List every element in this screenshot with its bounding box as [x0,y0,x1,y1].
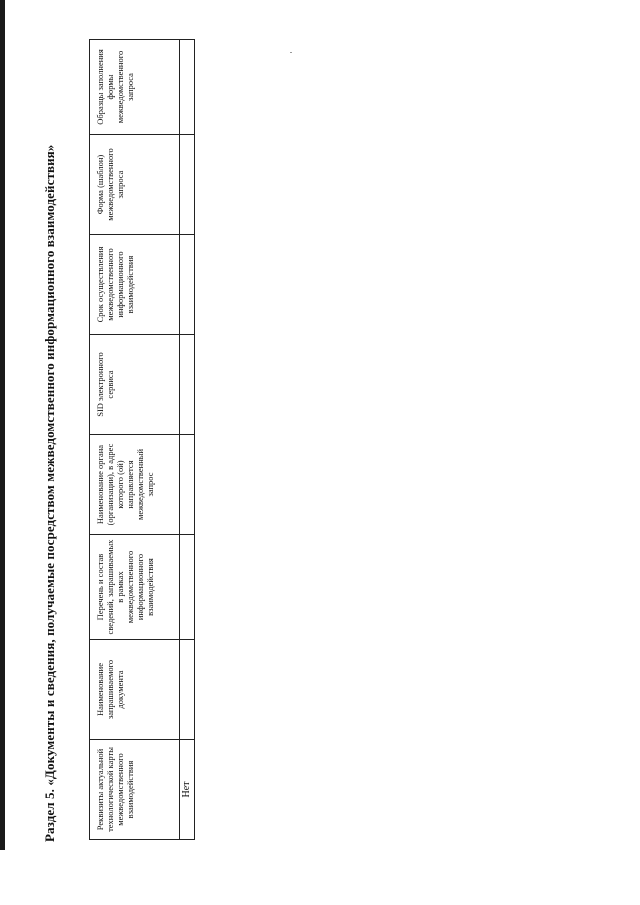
scan-speck [290,52,292,53]
table-header-row [90,40,180,840]
table-cell [180,640,195,740]
section-title: Раздел 5. «Документы и сведения, получаемые посредством межведомственного информационного взаимодействия» [42,144,57,842]
header-organization-name: Наименование органа (организации), в адрес которого (ой) направляется межведомственный запрос [90,435,180,535]
table-cell [180,535,195,640]
table-cell [180,435,195,535]
header-form-samples: Образцы заполнения формы межведомственного запроса [90,40,180,135]
table-cell [180,335,195,435]
header-info-list: Перечень и состав сведений, запрашиваемых в рамках межведомственного информационного взаимодействия [90,535,180,640]
table-cell [180,235,195,335]
table-row [180,40,195,840]
rotated-page [40,30,200,850]
header-service-sid: SID электронного сервиса [90,335,180,435]
table-cell: Нет [180,740,195,840]
interagency-documents-table [89,39,195,840]
scan-edge [0,0,5,850]
table-cell [180,40,195,135]
table-cell [180,135,195,235]
header-request-form: Форма (шаблон) межведомственного запроса [90,135,180,235]
header-card-details: Реквизиты актуальной технологической карты межведомственного взаимодействия [90,740,180,840]
header-interaction-term: Срок осуществления межведомственного информационного взаимодействия [90,235,180,335]
header-document-name: Наименование запрашиваемого документа [90,640,180,740]
